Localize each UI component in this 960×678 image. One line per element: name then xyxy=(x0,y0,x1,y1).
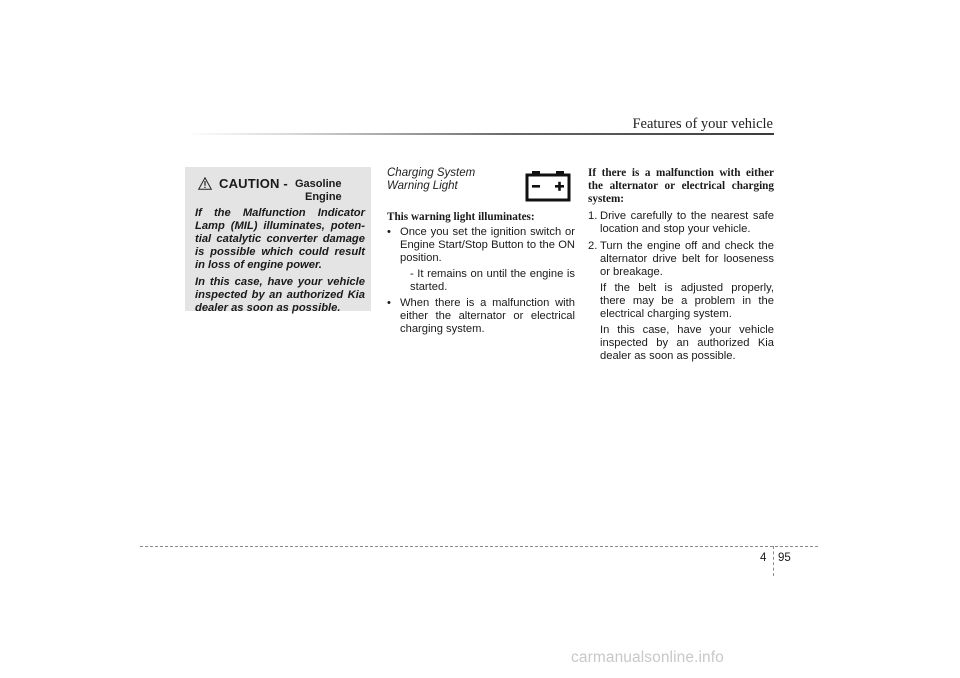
header-rule xyxy=(186,133,774,135)
footer-divider xyxy=(773,546,774,576)
caution-subtitle-line1: Gasoline xyxy=(295,178,342,190)
bullet-text: When there is a malfunction with either the alternator or electrical charging system. xyxy=(400,297,575,335)
malfunction-note-dealer: In this case, have your vehicle inspected by an authorized Kia dealer as soon as possible. xyxy=(600,324,774,362)
malfunction-step-1 xyxy=(588,210,774,236)
page-chapter-number: 4 xyxy=(760,552,767,564)
footer-rule xyxy=(140,546,818,547)
charging-bullet-ignition xyxy=(387,226,575,265)
charging-intro: This warning light illuminates: xyxy=(387,211,535,223)
bullet-text: Once you set the ignition switch or Engine Start/Stop Button to the ON position. xyxy=(400,226,575,264)
charging-bullet-malfunction xyxy=(387,297,575,336)
step-text: Turn the engine off and check the alternator drive belt for looseness or breakage. xyxy=(600,240,774,278)
warning-triangle-icon xyxy=(198,177,212,190)
malfunction-note-belt: If the belt is adjusted properly, there may be a problem in the electrical charging system. xyxy=(600,282,774,320)
step-number: 1. xyxy=(588,210,598,222)
malfunction-section xyxy=(588,167,774,363)
caution-label: CAUTION - xyxy=(219,176,288,191)
bullet-dot: • xyxy=(387,297,391,309)
charging-title-line1: Charging System xyxy=(387,167,476,179)
malfunction-step-2 xyxy=(588,240,774,279)
page-number: 95 xyxy=(778,552,791,564)
caution-paragraph-dealer: In this case, have your vehicle inspected by an authorized Kia dealer as soon as possible. xyxy=(195,276,365,314)
step-number: 2. xyxy=(588,240,598,252)
charging-title-line2: Warning Light xyxy=(387,180,458,192)
charging-system-section xyxy=(387,167,575,336)
caution-box xyxy=(185,167,371,314)
subnote-text: - It remains on until the engine is started. xyxy=(410,268,575,293)
caution-heading xyxy=(195,175,365,207)
battery-icon xyxy=(522,169,574,202)
step-text: Drive carefully to the nearest safe location and stop your vehicle. xyxy=(600,210,774,235)
page-header-title: Features of your vehicle xyxy=(632,116,773,132)
charging-subnote xyxy=(387,268,575,294)
caution-subtitle-line2: Engine xyxy=(305,191,342,203)
bullet-dot: • xyxy=(387,226,391,238)
watermark-text: carmanualsonline.info xyxy=(571,649,724,666)
malfunction-intro: If there is a malfunction with either the alternator or electrical charging system: xyxy=(588,167,774,205)
caution-paragraph-mil: If the Malfunction Indicator Lamp (MIL) illuminates, poten-tial catalytic converter damage is possible which could result in loss of engine power. xyxy=(195,207,365,271)
